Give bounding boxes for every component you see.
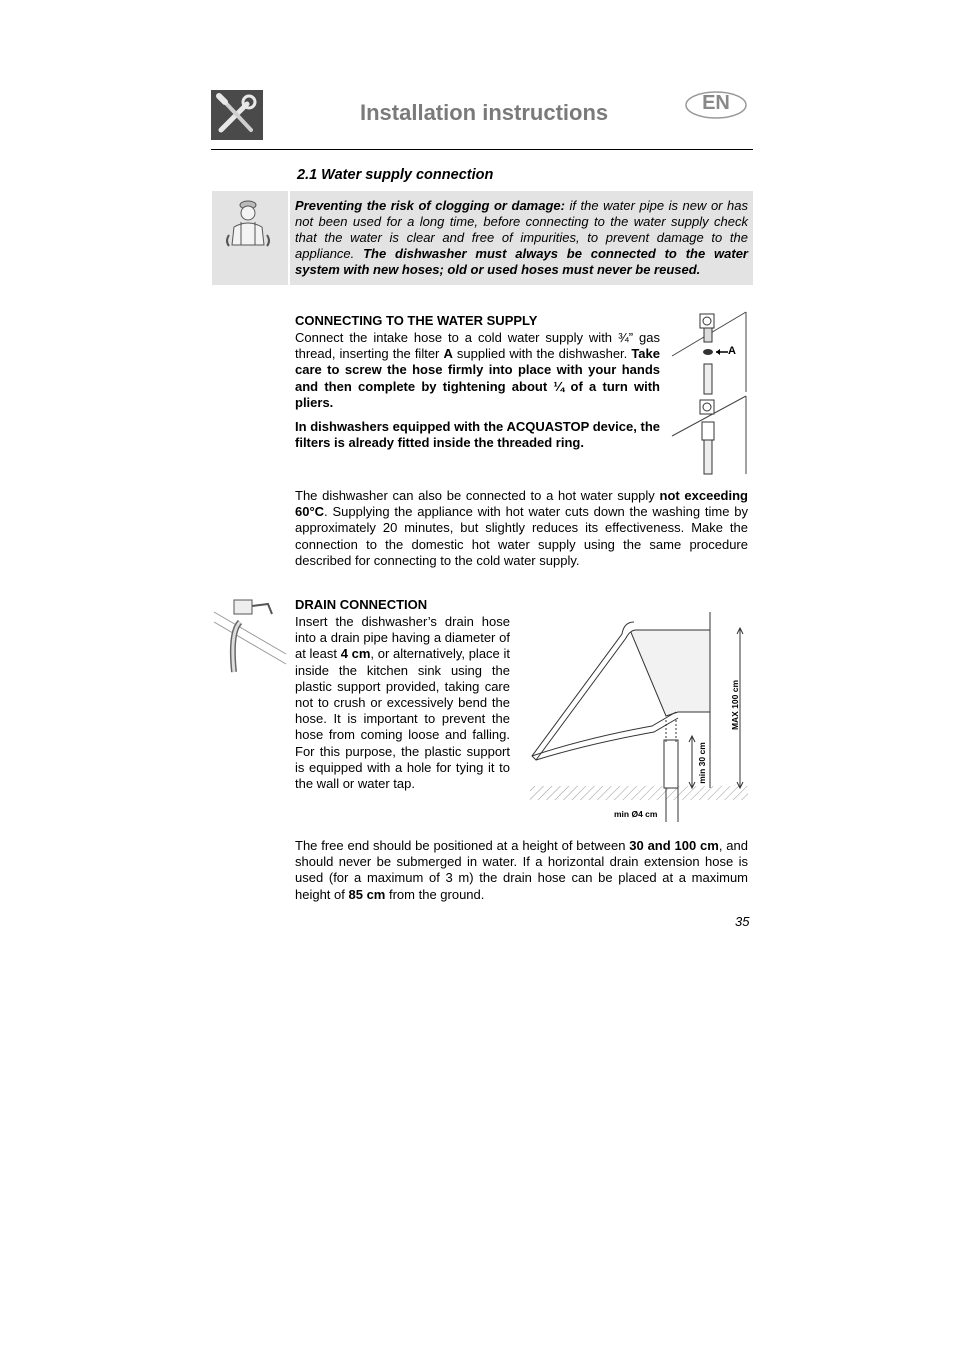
- min-height-label: min 30 cm: [697, 742, 707, 784]
- text-run: , or alternatively, place it inside the kitchen sink using the plastic support provided, taking care not to crush or excessively bend the hose. It is important to prevent the hose from coming loose and falling. For this purpose, the plastic support is equipped with a hole for tying it to the wall or water tap.: [295, 646, 510, 792]
- warning-text: [295, 198, 748, 278]
- technician-icon: [212, 191, 288, 285]
- drain-paragraph-2: [295, 838, 748, 903]
- filter-callout-label: A: [728, 345, 736, 357]
- water-supply-paragraph-2: [295, 419, 660, 451]
- bold-run: 4 cm: [340, 646, 371, 662]
- acquastop-note: In dishwashers equipped with the ACQUASTOP device, the filters is already fitted inside the threaded ring.: [295, 419, 660, 451]
- warning-emphasis: The dishwasher must always be connected to the water system with new hoses; old or used hoses must never be reused.: [295, 246, 748, 277]
- warning-icon-panel: [212, 191, 288, 285]
- text-run: Connect the intake hose to a cold water supply with ¾” gas thread, inserting the filter: [295, 330, 660, 362]
- bold-run: 30 and 100 cm: [629, 838, 719, 853]
- language-badge: EN: [702, 92, 730, 114]
- filter-label: A: [443, 346, 453, 362]
- text-run: . Supplying the appliance with hot water cuts down the washing time by approximately 20 minutes, but slightly reduces its effectiveness. Make the connection to the domestic hot water supply using the same procedure described for connecting to the cold water supply.: [295, 504, 748, 568]
- water-supply-heading: CONNECTING TO THE WATER SUPPLY: [295, 313, 538, 328]
- bold-run: 85 cm: [348, 886, 386, 902]
- warning-body: if the water pipe is new or has not been used for a long time, before connecting to the water supply check that the water is clear and free of impurities, to prevent damage to the appliance.: [295, 198, 749, 261]
- section-heading: 2.1 Water supply connection: [297, 167, 494, 183]
- drain-height-diagram: [526, 608, 752, 824]
- water-supply-paragraph-1: [295, 330, 660, 411]
- sink-drain-icon: [212, 592, 288, 676]
- page-number: 35: [735, 914, 750, 929]
- bold-run: Take care to screw the hose firmly into place with your hands and then complete by tightening about ¼ of a turn with pliers.: [295, 346, 660, 410]
- text-run: supplied with the dishwasher.: [452, 346, 632, 362]
- page-title: Installation instructions: [360, 100, 609, 125]
- warning-lead: Preventing the risk of clogging or damage:: [295, 198, 565, 213]
- drain-heading: DRAIN CONNECTION: [295, 597, 428, 612]
- tap-connection-figure: [668, 308, 750, 476]
- drain-paragraph-1: [295, 614, 510, 792]
- text-run: , and should never be submerged in water. If a horizontal drain extension hose is used (for a maximum of 3 m) the drain hose can be placed at a maximum height of: [295, 838, 748, 902]
- floor-hatch: [530, 786, 748, 800]
- header-divider: [211, 149, 753, 150]
- max-height-label: MAX 100 cm: [730, 679, 740, 731]
- text-run: The free end should be positioned at a height of between: [295, 838, 630, 853]
- text-run: The dishwasher can also be connected to a hot water supply: [295, 488, 660, 503]
- text-run: Insert the dishwasher’s drain hose into a drain pipe having a diameter of at least: [295, 614, 510, 662]
- min-diameter-label: min Ø4 cm: [614, 809, 658, 819]
- bold-run: not exceeding 60°C: [295, 488, 748, 520]
- wrench-screwdriver-icon: [211, 90, 263, 140]
- text-run: from the ground.: [385, 886, 485, 902]
- hot-water-paragraph: [295, 488, 748, 569]
